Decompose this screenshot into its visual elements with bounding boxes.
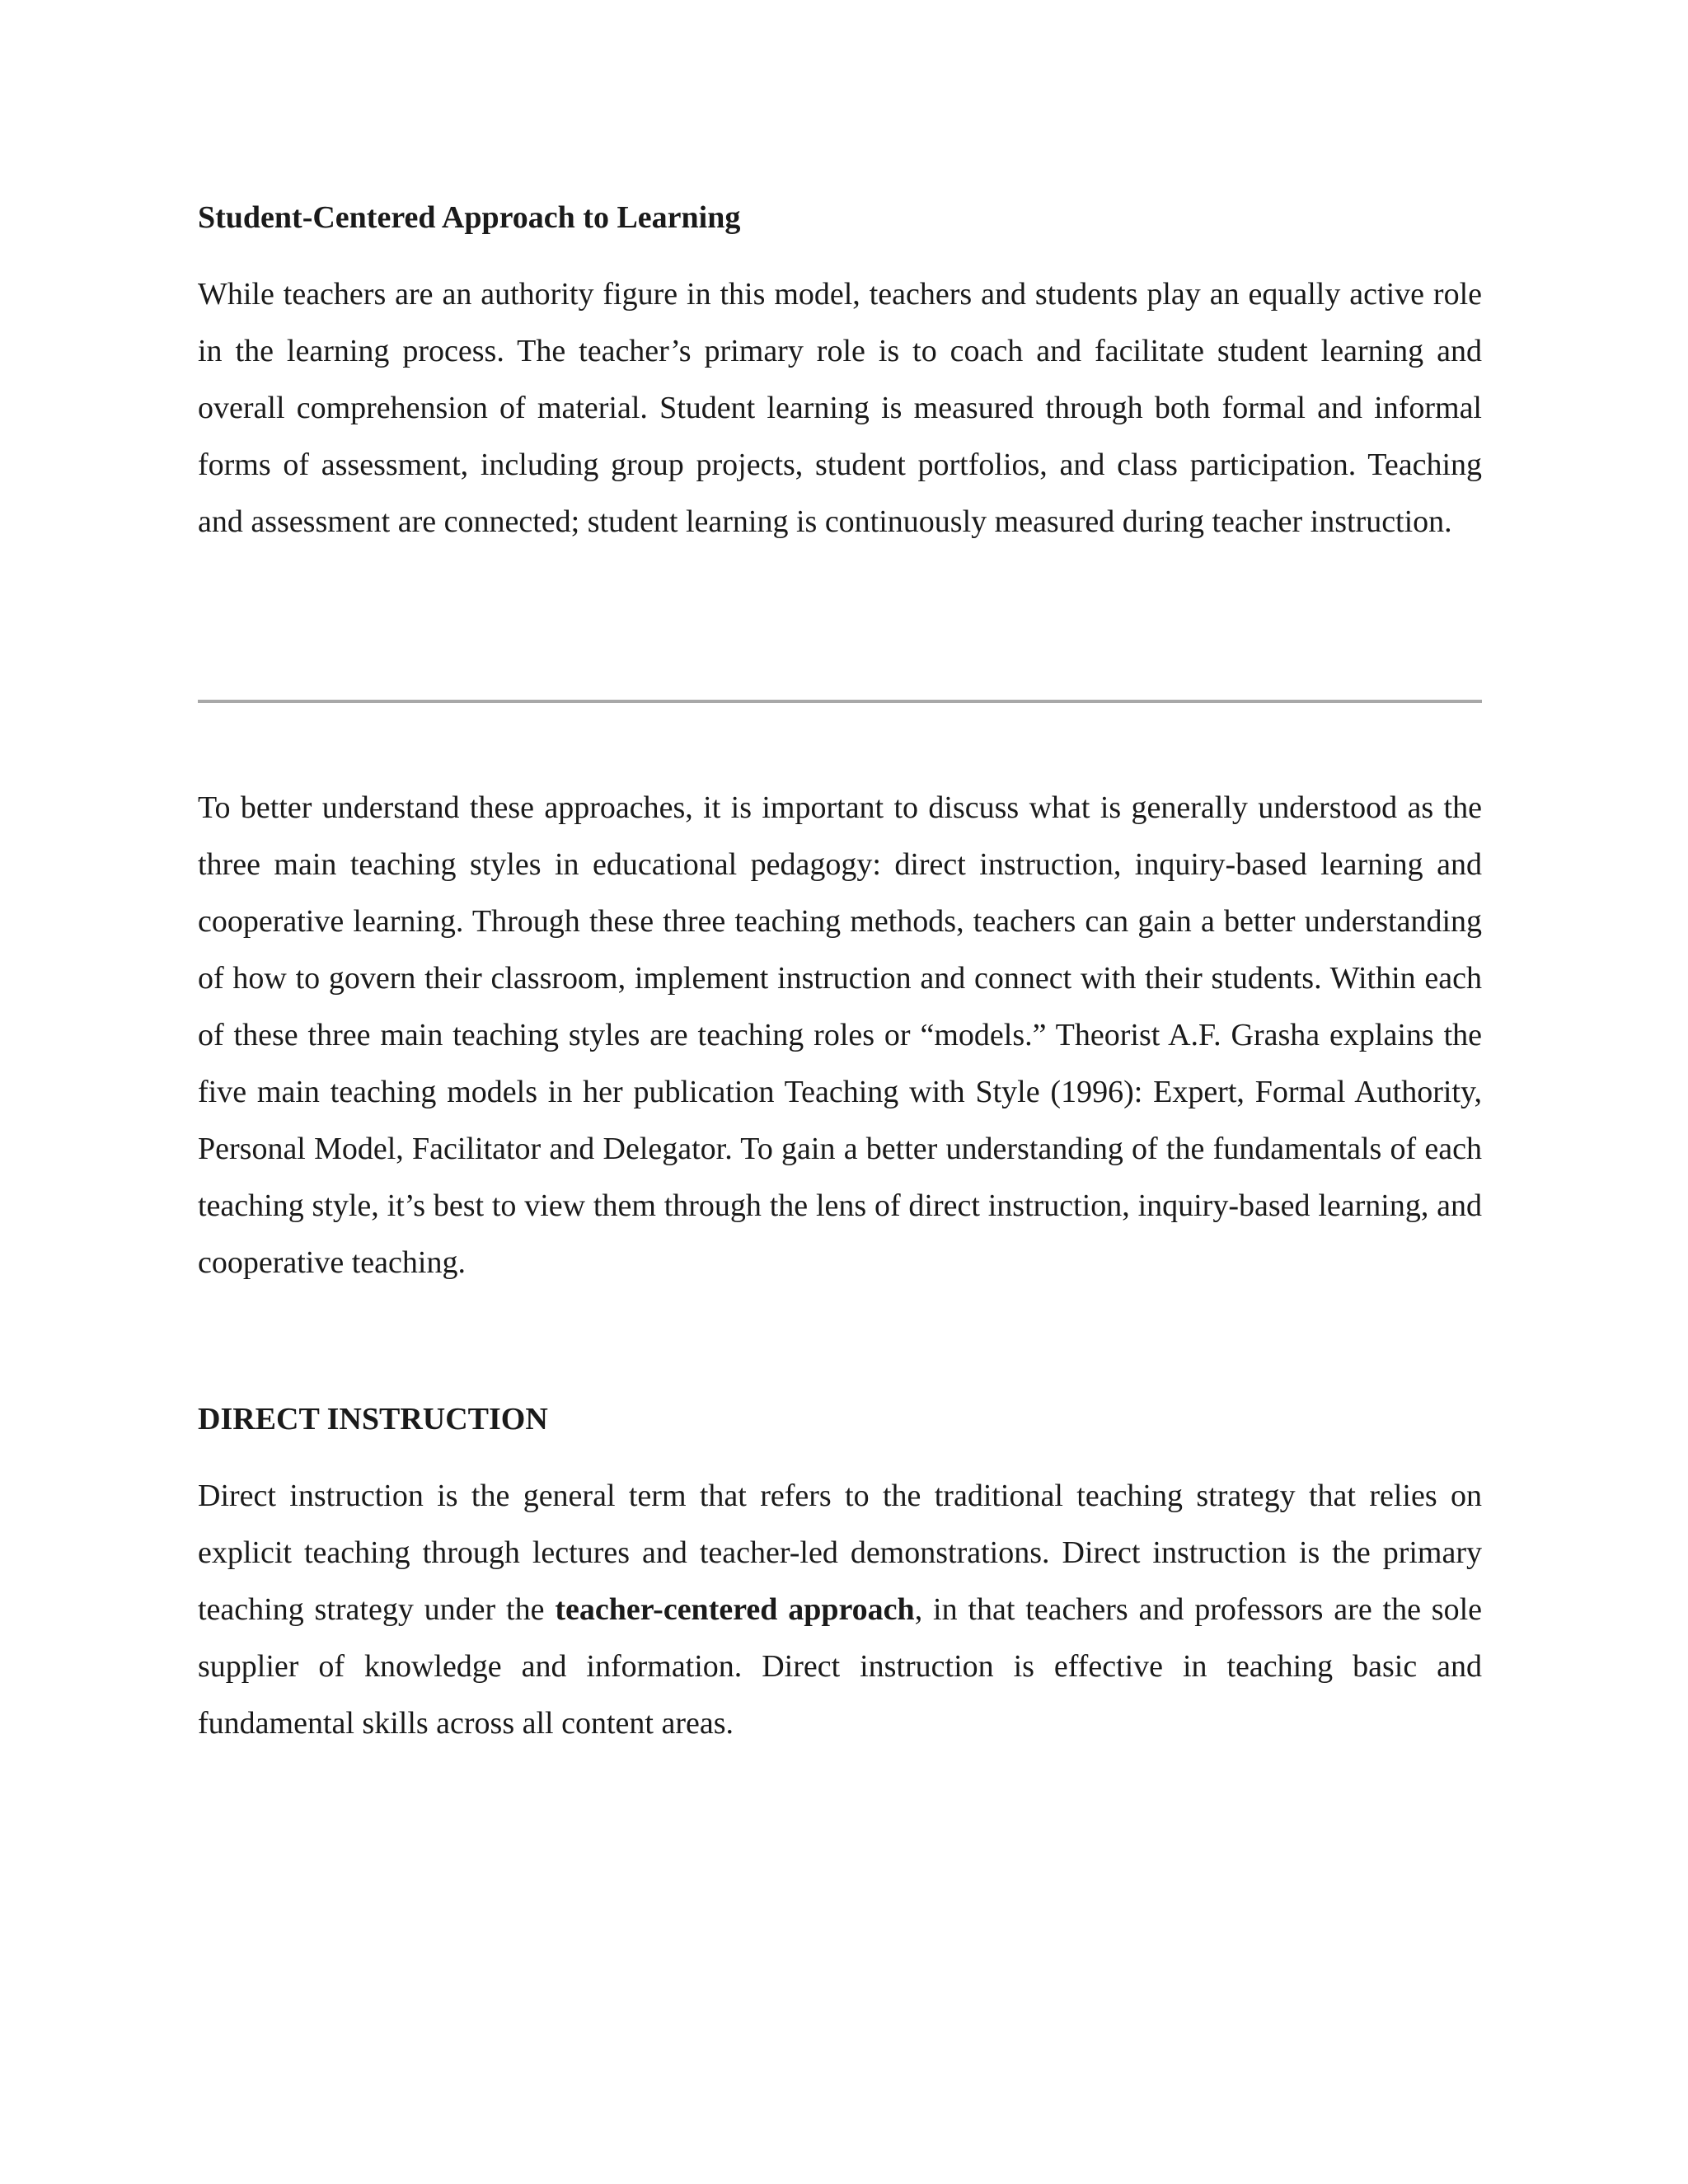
paragraph-teaching-styles: To better understand these approaches, it is important to discuss what is generally understood as the three main teaching styles in educational pedagogy: direct instruction, inquiry-based learning and cooperative learning. Through these three teaching methods, teachers can gain a better understanding of how to govern their classroom, implement instruction and connect with their students. Within each of these three main teaching styles are teaching roles or “models.” Theorist A.F. Grasha explains the five main teaching models in her publication Teaching with Style (1996): Expert, Formal Authority, Personal Model, Facilitator and Delegator. To gain a better understanding of the fundamentals of each teaching style, it’s best to view them through the lens of direct instruction, inquiry-based learning, and cooperative teaching. <box>198 790 1482 1280</box>
paragraph-direct-instruction <box>198 1468 1482 1752</box>
paragraph-student-centered: While teachers are an authority figure in this model, teachers and students play an equally active role in the learning process. The teacher’s primary role is to coach and facilitate student learning and overall comprehension of material. Student learning is measured through both formal and informal forms of assessment, including group projects, student portfolios, and class participation. Teaching and assessment are connected; student learning is continuously measured during teacher instruction. <box>198 277 1482 539</box>
paragraph-text-part2: , in that teachers and professors are the sole supplier of knowledge and information. Direct instruction is effective in teaching basic and fundamental skills across all content areas. <box>198 1592 1483 1741</box>
horizontal-divider <box>198 700 1482 703</box>
bold-term-teacher-centered-approach: teacher-centered approach <box>555 1592 915 1627</box>
section-heading-direct-instruction: DIRECT INSTRUCTION <box>198 1402 548 1436</box>
paragraph-text-part1: Direct instruction is the general term that refers to the traditional teaching strategy that relies on explicit teaching through lectures and teacher-led demonstrations. Direct instruction is the primary teaching strategy under the <box>198 1479 1482 1627</box>
section-heading-student-centered: Student-Centered Approach to Learning <box>198 200 741 235</box>
